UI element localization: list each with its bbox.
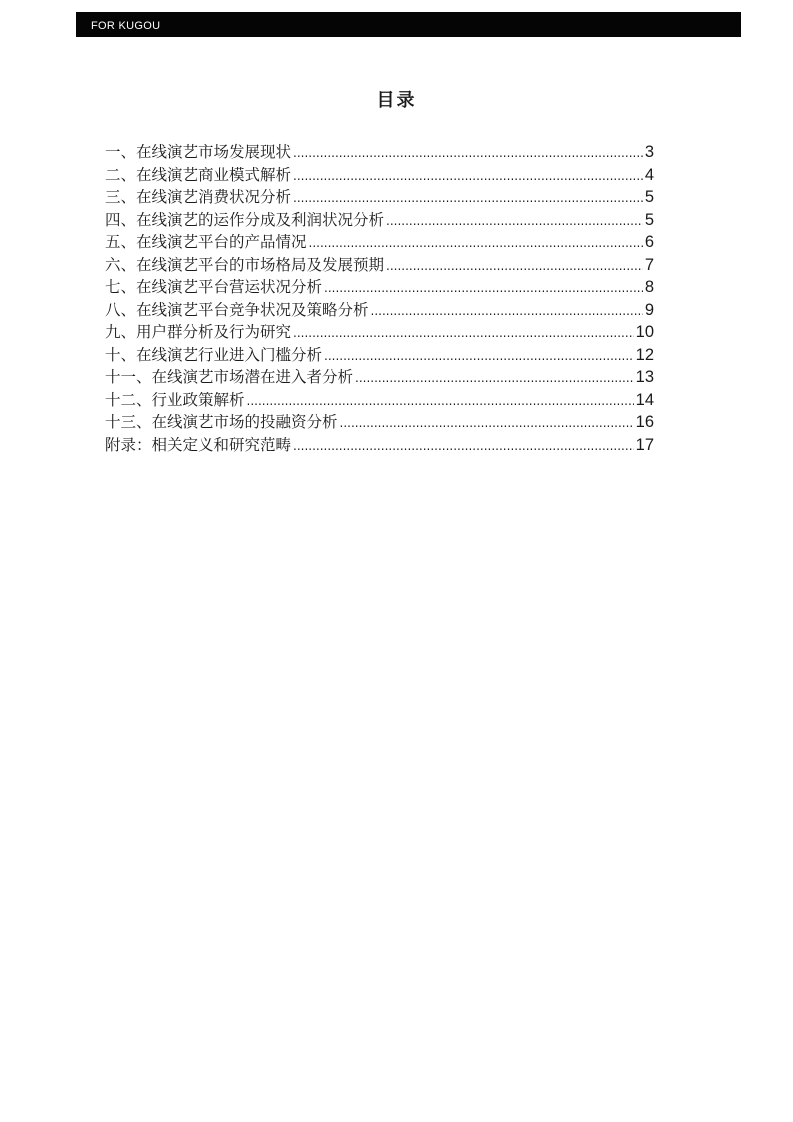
toc-entry[interactable] xyxy=(105,344,654,367)
header-brand-text: FOR KUGOU xyxy=(91,19,161,32)
toc-entry-label: 六、在线演艺平台的市场格局及发展预期 xyxy=(105,255,385,274)
toc-entry-page: 6 xyxy=(644,233,654,251)
toc-dot-leader xyxy=(355,367,634,390)
toc-entry-label: 十、在线演艺行业进入门槛分析 xyxy=(105,345,323,364)
toc-entry-label: 二、在线演艺商业模式解析 xyxy=(105,165,292,184)
toc-entry-page: 16 xyxy=(635,413,654,431)
toc-dot-leader xyxy=(324,277,643,300)
toc-entry[interactable] xyxy=(105,141,654,164)
toc-dot-leader xyxy=(309,232,643,255)
toc-entry-label: 三、在线演艺消费状况分析 xyxy=(105,188,292,206)
toc-entry-label: 附录：相关定义和研究范畴 xyxy=(105,435,292,454)
toc-dot-leader xyxy=(293,165,643,188)
toc-entry-page: 7 xyxy=(644,255,654,274)
toc-title: 目录 xyxy=(376,90,417,111)
toc-dot-leader xyxy=(371,300,643,323)
toc-entry-page: 10 xyxy=(635,323,654,341)
toc-dot-leader xyxy=(340,412,634,435)
toc-entry-label: 四、在线演艺的运作分成及利润状况分析 xyxy=(105,210,385,229)
toc-entry-page: 3 xyxy=(644,143,654,161)
toc-entry[interactable] xyxy=(105,186,654,209)
toc-dot-leader xyxy=(293,142,643,165)
toc-dot-leader xyxy=(293,435,634,458)
header-bar xyxy=(76,12,741,37)
toc-dot-leader xyxy=(293,322,634,345)
toc-entry[interactable] xyxy=(105,366,654,389)
toc-entry-page: 5 xyxy=(644,188,654,206)
toc-dot-leader xyxy=(293,187,643,210)
toc-entry[interactable] xyxy=(105,276,654,299)
toc-entry-page: 17 xyxy=(635,435,654,454)
toc-entry-label: 十一、在线演艺市场潜在进入者分析 xyxy=(105,368,354,386)
toc-entry[interactable] xyxy=(105,254,654,277)
toc-entry-label: 十三、在线演艺市场的投融资分析 xyxy=(105,413,338,431)
toc-entry[interactable] xyxy=(105,321,654,344)
toc-entry[interactable] xyxy=(105,434,654,457)
toc-entry-page: 4 xyxy=(644,165,654,184)
toc-entry-page: 12 xyxy=(635,345,654,364)
toc-entry-page: 8 xyxy=(644,278,654,296)
toc-entry[interactable] xyxy=(105,231,654,254)
toc-entry-page: 9 xyxy=(644,300,654,319)
toc-entry[interactable] xyxy=(105,389,654,412)
toc-entry-page: 14 xyxy=(635,390,654,409)
toc-dot-leader xyxy=(386,255,643,278)
toc-list xyxy=(105,141,654,456)
toc-entry-label: 七、在线演艺平台营运状况分析 xyxy=(105,278,323,296)
toc-entry[interactable] xyxy=(105,164,654,187)
toc-entry-label: 九、用户群分析及行为研究 xyxy=(105,323,292,341)
toc-entry[interactable] xyxy=(105,411,654,434)
toc-dot-leader xyxy=(324,345,634,368)
toc-dot-leader xyxy=(386,210,643,233)
toc-entry[interactable] xyxy=(105,209,654,232)
toc-dot-leader xyxy=(247,390,634,413)
toc-entry-page: 5 xyxy=(644,210,654,229)
toc-entry-label: 十二、行业政策解析 xyxy=(105,390,245,409)
toc-entry[interactable] xyxy=(105,299,654,322)
toc-entry-page: 13 xyxy=(635,368,654,386)
toc-entry-label: 八、在线演艺平台竞争状况及策略分析 xyxy=(105,300,369,319)
toc-entry-label: 五、在线演艺平台的产品情况 xyxy=(105,233,307,251)
toc-entry-label: 一、在线演艺市场发展现状 xyxy=(105,143,292,161)
